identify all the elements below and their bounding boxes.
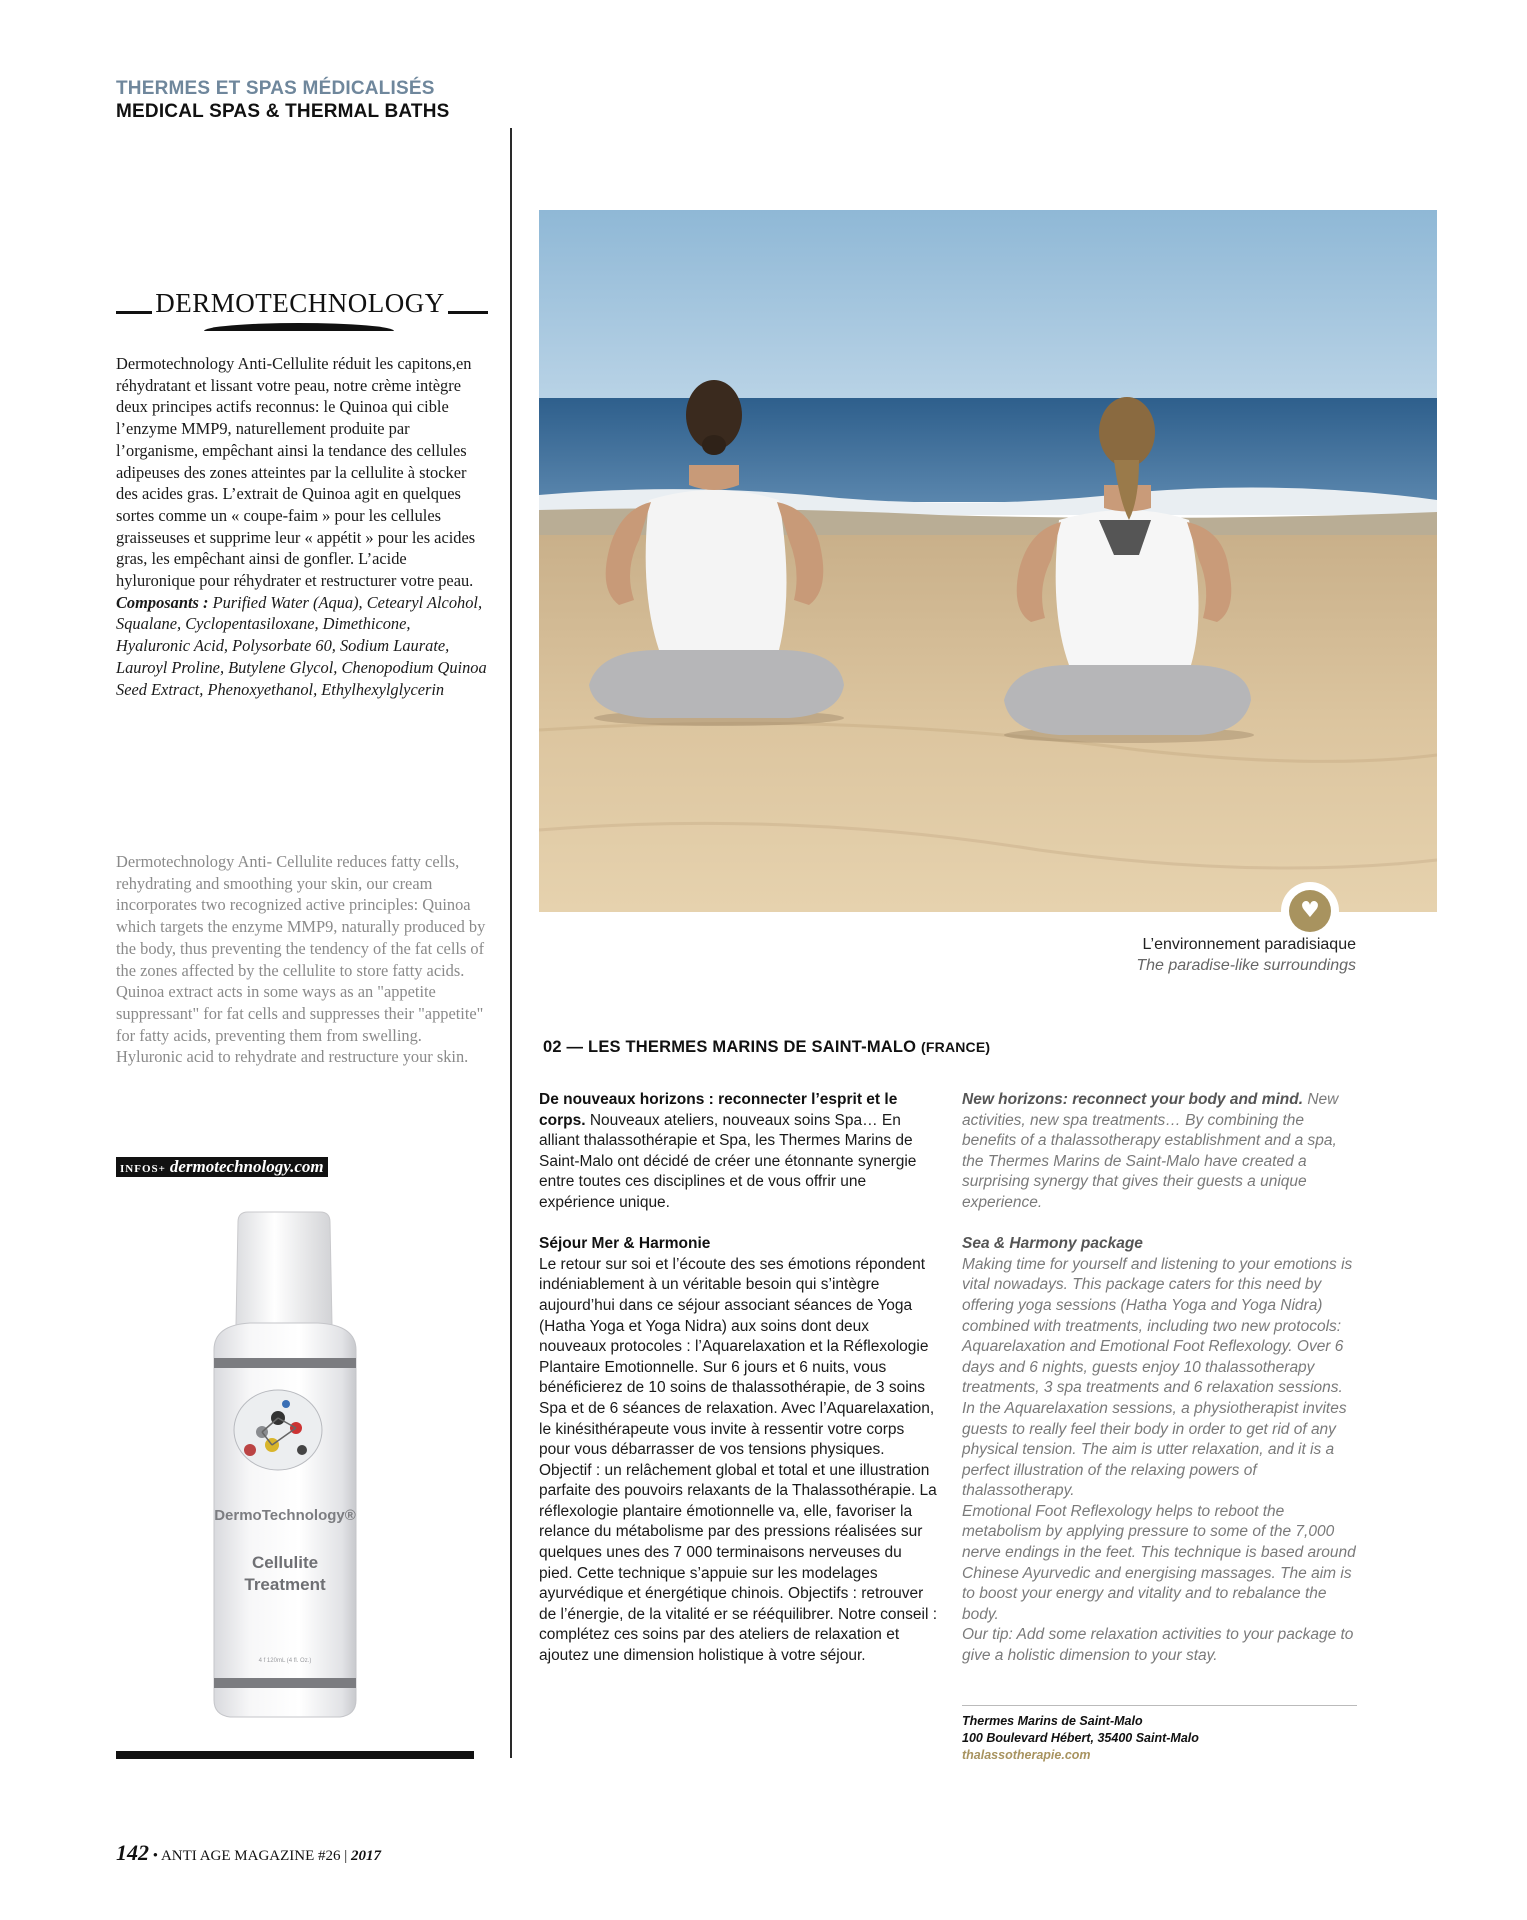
article-body-en-4: Our tip: Add some relaxation activities to your package to give a holistic dimension to your stay.	[962, 1626, 1354, 1665]
photo-caption-fr: L’environnement paradisiaque	[1142, 936, 1356, 953]
article-lead-fr: De nouveaux horizons : reconnecter l’esprit et le corps.	[539, 1091, 898, 1129]
infos-link[interactable]	[116, 1157, 328, 1177]
article-country: (FRANCE)	[921, 1039, 991, 1055]
infos-tag: INFOS+	[120, 1163, 166, 1175]
dermotechnology-text-fr	[116, 353, 488, 700]
dermotechnology-text-en: Dermotechnology Anti- Cellulite reduces fatty cells, rehydrating and smoothing your skin, our cream incorporates two recognized active principles: Quinoa which targets the enzyme MMP9, naturally produced by the body, thus preventing the tendency of the fat cells of the zones affected by the cellulite to store fatty acids. Quinoa extract acts in some ways as an "appetite suppressant" for fat cells and suppresses their "appetite" for fatty acids, preventing them from swelling. Hyluronic acid to rehydrate and restructure your skin.	[116, 852, 486, 1067]
article-title-text: LES THERMES MARINS DE SAINT-MALO	[588, 1038, 917, 1056]
article-number: 02 —	[543, 1038, 584, 1056]
article-body-en-3: Emotional Foot Reflexology helps to reboot the metabolism by applying pressure to some of the 7,000 nerve endings in the feet. This technique is based around Chinese Ayurvedic and energising massages. The aim is to boost your energy and vitality and to rebalance the body.	[962, 1502, 1356, 1623]
page-number: 142	[116, 1840, 149, 1865]
article-subtitle-en: Sea & Harmony package	[962, 1235, 1143, 1253]
dermotechnology-description-fr: Dermotechnology Anti-Cellulite réduit les capitons,en réhydratant et lissant votre peau, notre crème intègre deux principes actifs reconnus: le Quinoa qui cible l’enzyme MMP9, naturellement produite par l’organisme, empêchant ainsi la tendance des cellules adipeuses des zones atteintes par la cellulite à stocker des acides gras. L’extrait de Quinoa agit en quelques sortes comme un « coupe-faim » pour les cellules graisseuses et supprime leur « appétit » pour les acides gras, les empêchant ainsi de gonfler. L’acide hyluronique pour réhydrater et restructurer votre peau.	[116, 354, 476, 591]
article-body-en-1: Making time for yourself and listening to your emotions is vital nowadays. This package caters for this need by offering yoga sessions (Hatha Yoga and Yoga Nidra) combined with treatments, including two new protocols: Aquarelaxation and Emotional Foot Reflexology. Over 6 days and 6 nights, guests enjoy 10 thalassotherapy treatments, 3 spa treatments and 6 relaxation sessions.	[962, 1255, 1353, 1397]
brand-rule-left	[116, 311, 152, 314]
bottle-line2-label: Treatment	[244, 1575, 326, 1594]
brand-rule-right	[448, 311, 488, 314]
article-body-en-2: In the Aquarelaxation sessions, a physiotherapist invites guests to really feel their body in order to get rid of any physical tension. The aim is utter relaxation, and it is a perfect illustration of the relaxing powers of thalassotherapy.	[962, 1399, 1347, 1500]
bottle-brand-label: DermoTechnology®	[214, 1507, 356, 1524]
article-title	[543, 1038, 990, 1057]
article-subtitle-fr: Séjour Mer & Harmonie	[539, 1235, 711, 1253]
heart-badge	[1281, 882, 1339, 940]
product-bottle-image	[200, 1210, 380, 1725]
article-column-fr	[539, 1090, 939, 1667]
section-title-en: MEDICAL SPAS & THERMAL BATHS	[116, 101, 450, 122]
page-footer	[116, 1840, 381, 1866]
section-title-fr: THERMES ET SPAS MÉDICALISÉS	[116, 78, 435, 99]
magazine-name: ANTI AGE MAGAZINE #26	[160, 1848, 341, 1864]
footer-year: 2017	[351, 1848, 382, 1864]
address-website-link[interactable]: thalassotherapie.com	[962, 1748, 1091, 1762]
infos-url[interactable]: dermotechnology.com	[169, 1157, 324, 1176]
article-body-fr: Le retour sur soi et l’écoute des ses émotions répondent indéniablement à un véritable besoin qui s’intègre aujourd’hui dans ce séjour associant séances de Yoga (Hatha Yoga et Yoga Nidra) aux soins dont deux nouveaux protocoles : l’Aquarelaxation et la Réflexologie Plantaire Emotionnelle. Sur 6 jours et 6 nuits, vous bénéficierez de 10 soins de thalassothérapie, de 3 soins Spa et de 6 séances de relaxation. Avec l’Aquarelaxation, le kinésithérapeute vous invite à ressentir votre corps pour vous débarrasser de vos tensions physiques. Objectif : un relâchement global et total et une illustration parfaite des pouvoirs relaxants de la Thalassothérapie. La réflexologie plantaire émotionnelle va, elle, favoriser la relance du métabolisme par des pressions réalisées sur quelques unes des 7 000 terminaisons nerveuses du pied. Cette technique s’appuie sur les modelages ayurvédique et énergétique chinois. Objectifs : retrouver de l’énergie, de la vitalité er se rééquilibrer. Notre conseil : complétez ces soins par des ateliers de relaxation et ajoutez une dimension holistique à votre séjour.	[539, 1255, 938, 1665]
address-name: Thermes Marins de Saint-Malo	[962, 1714, 1143, 1728]
components-list: Purified Water (Aqua), Cetearyl Alcohol, Squalane, Cyclopentasiloxane, Dimethicone, Hyaluronic Acid, Polysorbate 60, Sodium Laurate, Lauroyl Proline, Butylene Glycol, Chenopodium Quinoa Seed Extract, Phenoxyethanol, Ethylhexylglycerin	[116, 592, 487, 699]
footer-separator: |	[344, 1848, 348, 1864]
components-label: Composants :	[116, 592, 209, 612]
bottle-line1-label: Cellulite	[251, 1553, 319, 1572]
article-column-en	[962, 1090, 1362, 1667]
article-lead-en: New horizons: reconnect your body and mind.	[962, 1091, 1304, 1108]
footer-bullet: •	[152, 1848, 159, 1864]
address-block	[962, 1713, 1357, 1764]
brand-underline	[204, 323, 394, 331]
photo-caption-en: The paradise-like surroundings	[1136, 957, 1356, 974]
left-column-bottom-bar	[116, 1751, 474, 1759]
brand-title: DERMOTECHNOLOGY	[155, 288, 445, 318]
article-intro-en: New activities, new spa treatments… By combining the benefits of a thalassotherapy establishment and a spa, the Thermes Marins de Saint-Malo have created a surprising synergy that gives their guests a unique experience.	[962, 1091, 1339, 1211]
address-rule	[962, 1705, 1357, 1706]
bottle-size-label: 4 f 120mL (4 fl. Oz.)	[258, 1658, 312, 1664]
beach-yoga-photo	[539, 210, 1437, 912]
address-street: 100 Boulevard Hébert, 35400 Saint-Malo	[962, 1731, 1199, 1745]
article-intro-fr: Nouveaux ateliers, nouveaux soins Spa… En alliant thalassothérapie et Spa, les Thermes Marins de Saint-Malo ont décidé de créer une étonnante synergie entre toutes ces disciplines et de vous offrir une expérience unique.	[539, 1111, 917, 1211]
heart-icon: ♥	[1289, 890, 1331, 932]
column-divider	[510, 128, 512, 1758]
